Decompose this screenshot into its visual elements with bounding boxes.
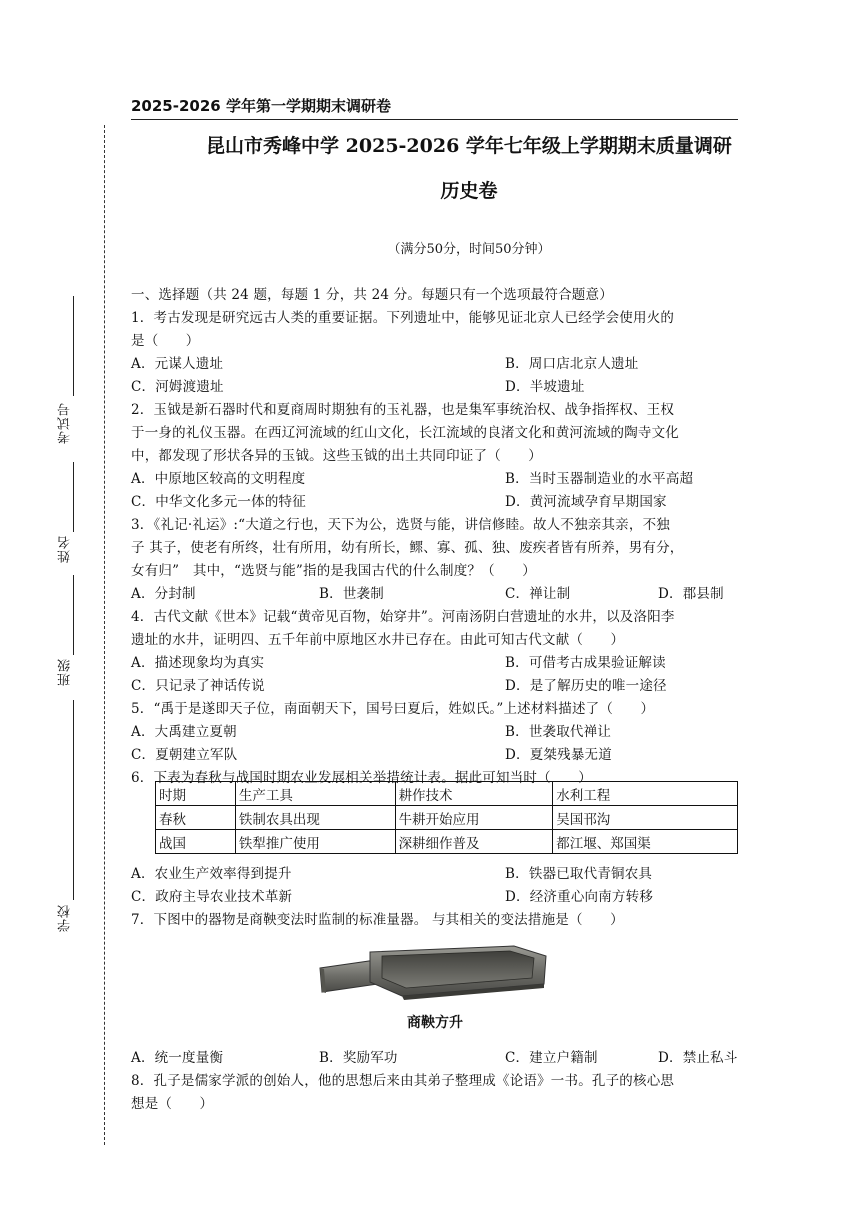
q6-option-a: A．农业生产效率得到提升 xyxy=(131,866,292,882)
figure-caption: 商鞅方升 xyxy=(407,1015,463,1031)
q1-option-b: B．周口店北京人遗址 xyxy=(505,356,639,372)
name-label: 姓名 xyxy=(58,535,73,563)
q7-option-d: D．禁止私斗 xyxy=(658,1050,738,1066)
q5-option-a: A．大禹建立夏朝 xyxy=(131,724,237,740)
q6-stem-1: 6．下表为春秋与战国时期农业发展相关举措统计表。据此可知当时（ ） xyxy=(131,770,592,786)
table-cell: 铁制农具出现 xyxy=(235,806,395,830)
q1-option-c: C．河姆渡遗址 xyxy=(131,379,224,395)
q2-option-a: A．中原地区较高的文明程度 xyxy=(131,471,306,487)
table-row xyxy=(156,830,738,854)
exam-no-fill-line xyxy=(73,296,74,396)
q5-option-b: B．世袭取代禅让 xyxy=(505,724,612,740)
q2-stem-1: 2．玉钺是新石器时代和夏商周时期独有的玉礼器，也是集军事统治权、战争指挥权、王权 xyxy=(131,402,675,418)
q1-option-a: A．元谋人遗址 xyxy=(131,356,224,372)
q4-option-b: B．可借考古成果验证解读 xyxy=(505,655,666,671)
table-cell: 吴国邗沟 xyxy=(553,806,738,830)
q6-option-b: B．铁器已取代青铜农具 xyxy=(505,866,653,882)
section-heading: 一、选择题（共 24 题，每题 1 分，共 24 分。每题只有一个选项最符合题意） xyxy=(131,287,613,303)
q8-stem-1: 8．孔子是儒家学派的创始人，他的思想后来由其弟子整理成《论语》一书。孔子的核心思 xyxy=(131,1073,675,1089)
q1-option-d: D．半坡遗址 xyxy=(505,379,585,395)
q3-option-a: A．分封制 xyxy=(131,586,196,602)
q4-option-d: D．是了解历史的唯一途径 xyxy=(505,678,667,694)
exam-no-label: 考试号 xyxy=(58,402,73,444)
table-row xyxy=(156,806,738,830)
header-rule xyxy=(131,119,738,120)
score-time-note: （满分50分，时间50分钟） xyxy=(387,242,551,257)
table-header-cell: 耕作技术 xyxy=(395,782,553,806)
q7-option-c: C．建立户籍制 xyxy=(505,1050,598,1066)
q2-stem-2: 于一身的礼仪玉器。在西辽河流域的红山文化，长江流域的良渚文化和黄河流域的陶寺文化 xyxy=(131,425,679,441)
q5-stem-1: 5．“禹于是遂即天子位，南面朝天下，国号曰夏后，姓姒氏。”上述材料描述了（ ） xyxy=(131,701,655,717)
q1-stem-2: 是（ ） xyxy=(131,333,200,349)
table-cell: 春秋 xyxy=(156,806,236,830)
q7-option-a: A．统一度量衡 xyxy=(131,1050,224,1066)
binding-dashed-line xyxy=(104,125,105,1145)
q6-option-d: D．经济重心向南方转移 xyxy=(505,889,654,905)
table-header-cell: 时期 xyxy=(156,782,236,806)
q3-option-d: D．郡县制 xyxy=(658,586,724,602)
q5-option-c: C．夏朝建立军队 xyxy=(131,747,238,763)
school-fill-line xyxy=(73,700,74,900)
q4-stem-1: 4．古代文献《世本》记载“黄帝见百物，始穿井”。河南汤阴白营遗址的水井，以及洛阳李 xyxy=(131,609,675,625)
q2-stem-3: 中，都发现了形状各异的玉钺。这些玉钺的出土共同印证了（ ） xyxy=(131,448,542,464)
q1-stem-1: 1．考古发现是研究远古人类的重要证据。下列遗址中，能够见证北京人已经学会使用火的 xyxy=(131,310,675,326)
table-header-cell: 生产工具 xyxy=(235,782,395,806)
name-fill-line xyxy=(73,462,74,532)
q6-table xyxy=(155,781,738,854)
class-label: 班级 xyxy=(58,658,73,686)
q3-stem-2: 子 其子，使老有所终，壮有所用，幼有所长，鳏、寡、孤、独、废疾者皆有所养，男有分， xyxy=(131,540,684,556)
q3-option-b: B．世袭制 xyxy=(319,586,384,602)
q3-stem-3: 女有归” 其中，“选贤与能”指的是我国古代的什么制度？（ ） xyxy=(131,563,536,579)
page-subtitle: 历史卷 xyxy=(440,180,498,202)
table-cell: 铁犁推广使用 xyxy=(235,830,395,854)
q2-option-c: C．中华文化多元一体的特征 xyxy=(131,494,306,510)
class-fill-line xyxy=(73,575,74,655)
q2-option-d: D．黄河流域孕育早期国家 xyxy=(505,494,667,510)
table-cell: 都江堰、郑国渠 xyxy=(553,830,738,854)
table-cell: 牛耕开始应用 xyxy=(395,806,553,830)
table-cell: 深耕细作普及 xyxy=(395,830,553,854)
q3-option-c: C．禅让制 xyxy=(505,586,571,602)
table-header-row xyxy=(156,782,738,806)
table-cell: 战国 xyxy=(156,830,236,854)
q6-option-c: C．政府主导农业技术革新 xyxy=(131,889,293,905)
school-label: 学校 xyxy=(58,904,73,932)
q7-option-b: B．奖励军功 xyxy=(319,1050,398,1066)
q2-option-b: B．当时玉器制造业的水平高超 xyxy=(505,471,694,487)
q5-option-d: D．夏桀残暴无道 xyxy=(505,747,612,763)
q4-option-c: C．只记录了神话传说 xyxy=(131,678,265,694)
exam-header: 2025-2026 学年第一学期期末调研卷 xyxy=(131,97,391,115)
q8-stem-2: 想是（ ） xyxy=(131,1096,214,1112)
q4-option-a: A．描述现象均为真实 xyxy=(131,655,265,671)
table-header-cell: 水利工程 xyxy=(553,782,738,806)
q4-stem-2: 遗址的水井，证明四、五千年前中原地区水井已存在。由此可知古代文献（ ） xyxy=(131,632,625,648)
q3-stem-1: 3．《礼记·礼运》:“大道之行也，天下为公，选贤与能，讲信修睦。故人不独亲其亲，不独 xyxy=(131,517,670,533)
q7-stem-1: 7．下图中的器物是商鞅变法时监制的标准量器。 与其相关的变法措施是（ ） xyxy=(131,912,624,928)
page-title: 昆山市秀峰中学 2025-2026 学年七年级上学期期末质量调研 xyxy=(206,135,732,157)
shang-yang-fang-sheng-image xyxy=(318,938,548,1006)
